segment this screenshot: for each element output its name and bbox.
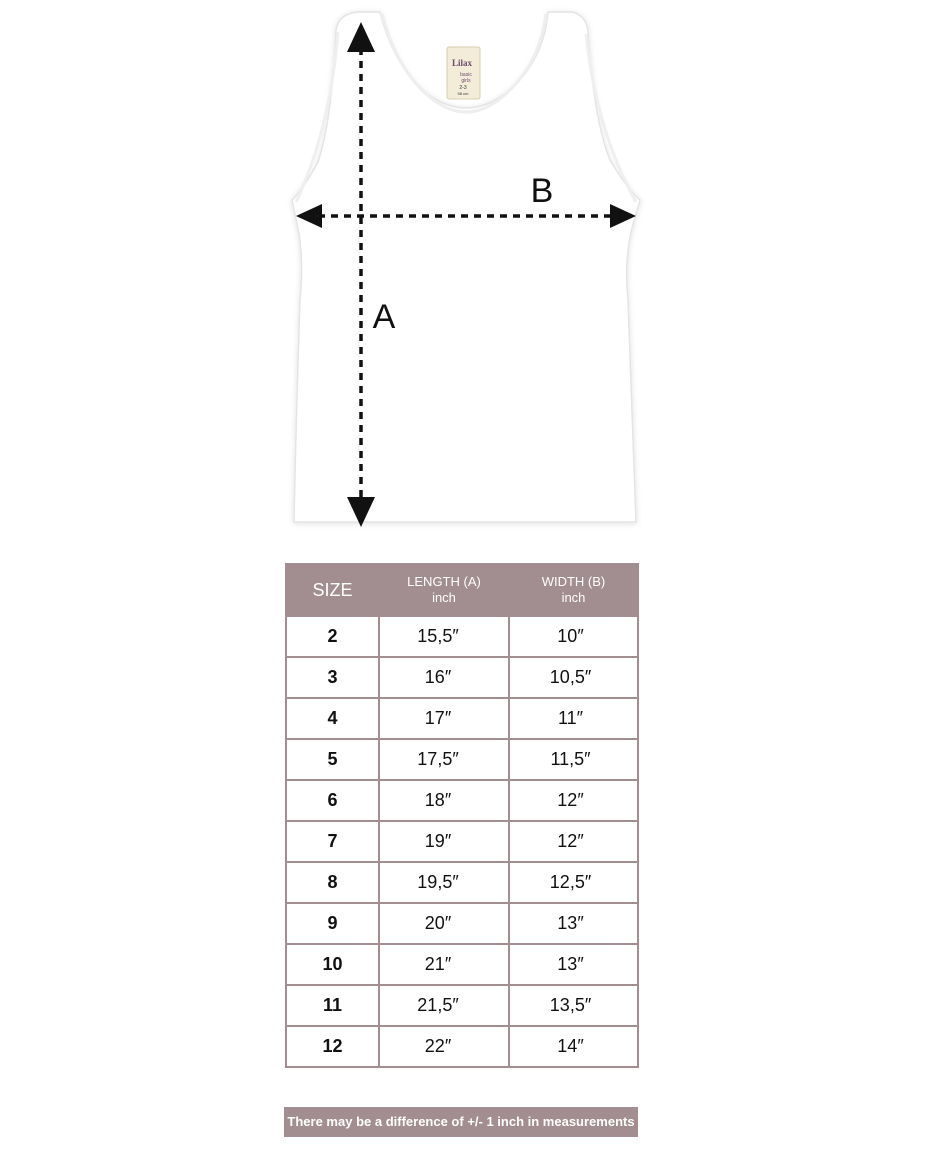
tag-brand: Lilax	[451, 58, 473, 68]
cell-size: 11	[286, 985, 379, 1026]
cell-length: 15,5″	[379, 616, 509, 657]
cell-width: 12,5″	[509, 862, 638, 903]
tag-line1: basic	[460, 72, 472, 78]
cell-size: 7	[286, 821, 379, 862]
cell-length: 16″	[379, 657, 509, 698]
cell-length: 19″	[379, 821, 509, 862]
label-a: A	[372, 298, 396, 336]
cell-size: 12	[286, 1026, 379, 1067]
table-row	[286, 616, 638, 657]
header-length-label: LENGTH (A)	[407, 574, 481, 589]
brand-tag	[447, 47, 480, 99]
cell-length: 18″	[379, 780, 509, 821]
cell-width: 13,5″	[509, 985, 638, 1026]
table-row	[286, 862, 638, 903]
tag-size: 2-3	[459, 85, 467, 91]
tag-cm: 98 cm	[457, 91, 469, 96]
cell-size: 3	[286, 657, 379, 698]
cell-width: 12″	[509, 780, 638, 821]
cell-width: 10″	[509, 616, 638, 657]
cell-width: 11,5″	[509, 739, 638, 780]
cell-size: 8	[286, 862, 379, 903]
cell-width: 13″	[509, 903, 638, 944]
cell-length: 22″	[379, 1026, 509, 1067]
cell-size: 4	[286, 698, 379, 739]
cell-width: 14″	[509, 1026, 638, 1067]
table-row	[286, 985, 638, 1026]
cell-size: 5	[286, 739, 379, 780]
cell-length: 21,5″	[379, 985, 509, 1026]
table-row	[286, 698, 638, 739]
tank-top-diagram	[0, 0, 925, 545]
table-row	[286, 780, 638, 821]
measurement-note: There may be a difference of +/- 1 inch in measurements	[284, 1107, 638, 1137]
header-width	[509, 564, 638, 616]
cell-width: 12″	[509, 821, 638, 862]
header-length-unit: inch	[432, 590, 456, 605]
cell-length: 19,5″	[379, 862, 509, 903]
header-width-label: WIDTH (B)	[541, 574, 606, 589]
header-length	[379, 564, 509, 616]
table-header-row	[286, 564, 638, 616]
size-chart-table	[285, 563, 639, 1068]
table-row	[286, 903, 638, 944]
cell-width: 10,5″	[509, 657, 638, 698]
table-row	[286, 739, 638, 780]
cell-size: 2	[286, 616, 379, 657]
table-row	[286, 1026, 638, 1067]
cell-width: 13″	[509, 944, 638, 985]
cell-length: 17″	[379, 698, 509, 739]
cell-size: 9	[286, 903, 379, 944]
tag-line2: girls	[461, 78, 471, 84]
table-row	[286, 657, 638, 698]
cell-length: 20″	[379, 903, 509, 944]
table-row	[286, 821, 638, 862]
cell-length: 21″	[379, 944, 509, 985]
cell-size: 10	[286, 944, 379, 985]
cell-length: 17,5″	[379, 739, 509, 780]
header-size: SIZE	[286, 564, 379, 616]
table-row	[286, 944, 638, 985]
label-b: B	[530, 172, 554, 210]
cell-size: 6	[286, 780, 379, 821]
header-width-unit: inch	[561, 590, 586, 605]
cell-width: 11″	[509, 698, 638, 739]
